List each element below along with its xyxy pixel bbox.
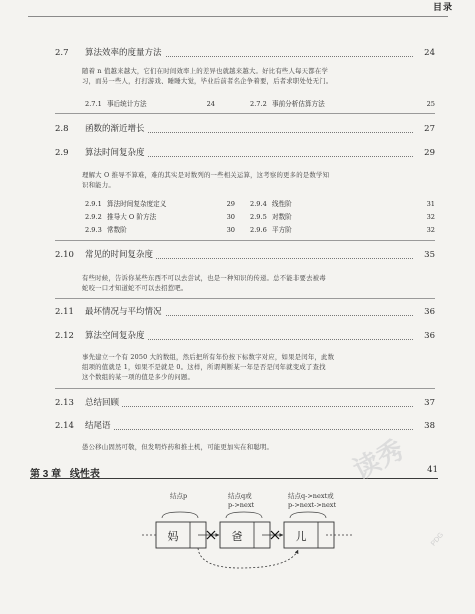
subsection-title: 对数阶 xyxy=(272,213,292,221)
toc-entry-2-13[interactable] xyxy=(55,398,435,409)
subsection-title: 事前分析估算方法 xyxy=(272,100,325,108)
page-number: 35 xyxy=(421,250,435,261)
page-number: 37 xyxy=(421,398,435,409)
section-title: 函数的渐近增长 xyxy=(85,124,145,134)
section-number: 2.7 xyxy=(55,48,69,58)
chapter-page: 41 xyxy=(427,465,438,475)
header-rule xyxy=(28,16,448,17)
subsection-page: 31 xyxy=(426,200,435,208)
node-value-3: 儿 xyxy=(295,530,307,543)
section-note xyxy=(82,170,432,190)
page-number: 36 xyxy=(421,331,435,342)
subsection-number: 2.9.4 xyxy=(250,200,267,208)
subsection-page: 25 xyxy=(426,100,435,108)
node-value-1: 妈 xyxy=(167,530,179,543)
toc-entry-2-14[interactable] xyxy=(55,421,435,432)
page-number: 24 xyxy=(421,48,435,59)
subsection-page: 29 xyxy=(226,200,235,208)
subsection-page: 30 xyxy=(226,213,235,221)
toc-subentry-2-9-5[interactable] xyxy=(250,213,435,222)
toc-entry-2-9[interactable] xyxy=(55,148,435,159)
section-divider xyxy=(55,298,435,299)
toc-entry-2-8[interactable] xyxy=(55,124,435,135)
subsection-number: 2.9.2 xyxy=(85,213,102,221)
running-header: 目录 xyxy=(432,2,453,12)
section-note xyxy=(82,352,432,382)
page-number: 36 xyxy=(421,307,435,318)
section-number: 2.13 xyxy=(55,398,74,408)
node-value-2: 爸 xyxy=(231,530,243,543)
note-line: 习，而另一些人，打打游戏、睡睡大觉，毕业后前者名企争着要，后者求职处处无门。 xyxy=(82,77,333,85)
section-number: 2.9 xyxy=(55,148,69,158)
label-node-p: 结点p xyxy=(170,492,188,500)
note-line: 事先建立一个有 2050 大的数组，然后把所有年份按下标数字对应，如果是闰年，此数 xyxy=(82,353,335,361)
section-number: 2.10 xyxy=(55,250,74,260)
toc-subentry-2-7-2[interactable] xyxy=(250,100,435,109)
toc-entry-2-7[interactable] xyxy=(55,48,435,59)
section-divider xyxy=(55,240,435,241)
subsection-page: 30 xyxy=(226,226,235,234)
subsection-title: 推导大 O 阶方法 xyxy=(107,213,157,221)
section-title: 总结回顾 xyxy=(85,398,120,408)
note-line: 这个数组的某一项的值是多少的问题。 xyxy=(82,373,195,381)
section-title: 算法空间复杂度 xyxy=(85,331,145,341)
pdg-mark: PDG xyxy=(430,531,446,548)
subsection-title: 事后统计方法 xyxy=(107,100,147,108)
section-number: 2.14 xyxy=(55,421,74,431)
toc-entry-2-11[interactable] xyxy=(55,307,435,318)
section-number: 2.11 xyxy=(55,307,74,317)
section-note xyxy=(82,66,432,86)
brace-p xyxy=(162,512,198,518)
section-number: 2.12 xyxy=(55,331,74,341)
subsection-number: 2.9.3 xyxy=(85,226,102,234)
toc-subentry-2-7-1[interactable] xyxy=(85,100,215,109)
note-line: 有些时候，告诉你某些东西不可以去尝试，也是一种知识的传递。总不能非要去被毒 xyxy=(82,274,326,282)
section-title: 算法时间复杂度 xyxy=(85,148,145,158)
section-divider xyxy=(55,113,435,114)
section-number: 2.8 xyxy=(55,124,69,134)
toc-subentry-2-9-6[interactable] xyxy=(250,226,435,235)
label-node-q: 结点q或 xyxy=(228,492,252,500)
note-line: 蛇咬一口才知道蛇不可以去招惹吧。 xyxy=(82,284,188,292)
label-p-next: p->next xyxy=(228,501,255,509)
toc-subentry-2-9-2[interactable] xyxy=(85,213,235,222)
brace-q xyxy=(226,512,262,518)
brace-q-next xyxy=(290,512,326,518)
toc-entry-2-12[interactable] xyxy=(55,331,435,342)
subsection-title: 算法时间复杂度定义 xyxy=(107,200,167,208)
page-number: 29 xyxy=(421,148,435,159)
toc-subentry-2-9-3[interactable] xyxy=(85,226,235,235)
label-node-q-next: 结点q->next或 xyxy=(288,492,334,500)
chapter-number: 第 3 章 xyxy=(30,469,62,480)
note-line: 组项的值就是 1，如果不是就是 0。这样，所谓判断某一年是否是闰年就变成了查找 xyxy=(82,363,326,371)
toc-subentry-2-9-4[interactable] xyxy=(250,200,435,209)
subsection-page: 24 xyxy=(206,100,215,108)
section-divider xyxy=(55,388,435,389)
label-p-next-next: p->next->next xyxy=(288,501,337,509)
subsection-title: 线性阶 xyxy=(272,200,292,208)
subsection-number: 2.7.1 xyxy=(85,100,102,108)
subsection-number: 2.9.1 xyxy=(85,200,102,208)
bypass-link xyxy=(198,548,298,568)
subsection-title: 常数阶 xyxy=(107,226,127,234)
section-title: 算法效率的度量方法 xyxy=(85,48,162,58)
toc-subentry-2-9-1[interactable] xyxy=(85,200,235,209)
subsection-page: 32 xyxy=(426,226,435,234)
subsection-number: 2.9.6 xyxy=(250,226,267,234)
section-note xyxy=(82,273,432,293)
section-title: 最坏情况与平均情况 xyxy=(85,307,162,317)
subsection-title: 平方阶 xyxy=(272,226,292,234)
toc-entry-2-10[interactable] xyxy=(55,250,435,261)
section-title: 常见的时间复杂度 xyxy=(85,250,154,260)
note-line: 识和能力。 xyxy=(82,181,115,189)
note-line: 随着 n 值越来越大，它们在时间效率上的差异也就越来越大。好比有些人每天都在学 xyxy=(82,67,329,75)
subsection-number: 2.7.2 xyxy=(250,100,267,108)
subsection-number: 2.9.5 xyxy=(250,213,267,221)
note-line: 愚公移山固然可敬，但发明炸药和推土机，可能更加实在和聪明。 xyxy=(82,443,274,451)
note-line: 理解大 O 推导不算难，难的其实是对数列的一些相关运算，这考察的更多的是数学知 xyxy=(82,171,330,179)
chapter-title: 线性表 xyxy=(69,469,100,480)
page-number: 27 xyxy=(421,124,435,135)
page-number: 38 xyxy=(421,421,435,432)
watermark-text: 读秀 xyxy=(348,434,409,486)
subsection-page: 32 xyxy=(426,213,435,221)
section-title: 结尾语 xyxy=(85,421,111,431)
